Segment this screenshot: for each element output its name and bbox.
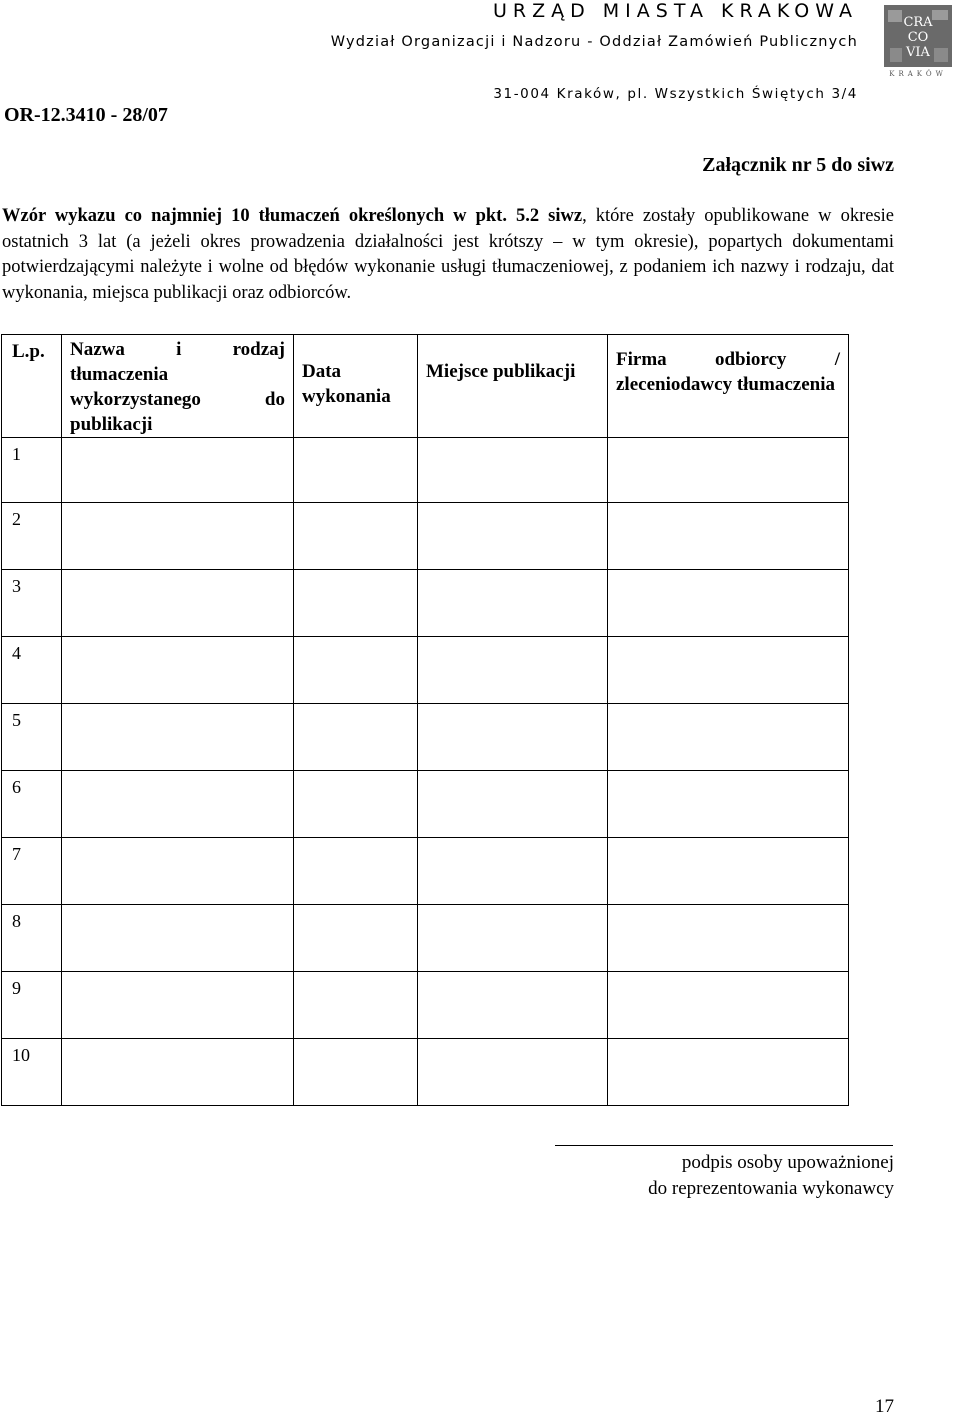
page-number: 17 <box>875 1396 894 1417</box>
cell-firma[interactable] <box>608 1039 849 1106</box>
logo-text-line: CO <box>907 30 929 45</box>
cell-nazwa[interactable] <box>62 771 294 838</box>
table-row <box>2 503 849 570</box>
department-name: Wydział Organizacji i Nadzoru - Oddział Zamówień Publicznych <box>330 34 858 50</box>
signature-caption <box>648 1150 894 1202</box>
signature-line <box>555 1145 893 1146</box>
cell-miejsce[interactable] <box>418 570 608 637</box>
header-firma: Firma odbiorcy / zleceniodawcy tłumaczenia <box>608 335 849 438</box>
cell-data[interactable] <box>294 972 418 1039</box>
reference-number: OR-12.3410 - 28/07 <box>4 104 168 126</box>
cell-miejsce[interactable] <box>418 438 608 503</box>
cell-data[interactable] <box>294 704 418 771</box>
row-number: 9 <box>2 972 62 1039</box>
table-header-row <box>2 335 849 438</box>
cell-nazwa[interactable] <box>62 1039 294 1106</box>
cell-miejsce[interactable] <box>418 637 608 704</box>
table-row <box>2 905 849 972</box>
cell-nazwa[interactable] <box>62 503 294 570</box>
table-row <box>2 637 849 704</box>
cell-miejsce[interactable] <box>418 771 608 838</box>
header-miejsce: Miejsce publikacji <box>418 335 608 438</box>
row-number: 2 <box>2 503 62 570</box>
cell-firma[interactable] <box>608 771 849 838</box>
cell-data[interactable] <box>294 771 418 838</box>
translations-table <box>1 334 849 1106</box>
cell-miejsce[interactable] <box>418 1039 608 1106</box>
table-row <box>2 972 849 1039</box>
signature-caption-line2: do reprezentowania wykonawcy <box>648 1178 894 1199</box>
intro-paragraph <box>2 204 894 306</box>
row-number: 7 <box>2 838 62 905</box>
annex-title: Załącznik nr 5 do siwz <box>702 154 894 176</box>
cell-firma[interactable] <box>608 905 849 972</box>
cell-data[interactable] <box>294 503 418 570</box>
cell-nazwa[interactable] <box>62 704 294 771</box>
table-row <box>2 570 849 637</box>
cell-firma[interactable] <box>608 838 849 905</box>
cell-nazwa[interactable] <box>62 570 294 637</box>
office-address: 31-004 Kraków, pl. Wszystkich Świętych 3/4 <box>493 86 858 102</box>
cell-firma[interactable] <box>608 972 849 1039</box>
cell-miejsce[interactable] <box>418 503 608 570</box>
cell-miejsce[interactable] <box>418 704 608 771</box>
cell-data[interactable] <box>294 570 418 637</box>
intro-bold: Wzór wykazu co najmniej 10 tłumaczeń określonych w pkt. 5.2 siwz <box>2 206 583 226</box>
cell-data[interactable] <box>294 637 418 704</box>
table-row <box>2 704 849 771</box>
cell-miejsce[interactable] <box>418 838 608 905</box>
table-row <box>2 438 849 503</box>
row-number: 1 <box>2 438 62 503</box>
logo-text-line: VIA <box>906 45 930 60</box>
cell-miejsce[interactable] <box>418 972 608 1039</box>
office-name: URZĄD MIASTA KRAKOWA <box>492 0 858 22</box>
cell-data[interactable] <box>294 1039 418 1106</box>
cell-data[interactable] <box>294 838 418 905</box>
cracovia-logo <box>882 4 954 78</box>
table-row <box>2 1039 849 1106</box>
cell-firma[interactable] <box>608 704 849 771</box>
logo-subtext: KRAKÓW <box>889 70 947 78</box>
cell-miejsce[interactable] <box>418 905 608 972</box>
header-data: Data wykonania <box>294 335 418 438</box>
intro-rest: , które zostały opublikowane w okresie ostatnich 3 lat (a jeżeli okres prowadzenia działalności jest krótszy – w tym okresie), popartych dokumentami potwierdzającymi należyte i wolne od błędów wykonanie usługi tłumaczeniowej, z podaniem ich nazwy i rodzaju, dat wykonania, miejsca publikacji oraz odbiorców. <box>2 206 894 303</box>
cell-nazwa[interactable] <box>62 637 294 704</box>
cell-nazwa[interactable] <box>62 972 294 1039</box>
header-lp: L.p. <box>2 335 62 438</box>
logo-text-line: CRA <box>903 15 933 30</box>
cell-data[interactable] <box>294 905 418 972</box>
table-row <box>2 838 849 905</box>
cell-data[interactable] <box>294 438 418 503</box>
table-row <box>2 771 849 838</box>
row-number: 4 <box>2 637 62 704</box>
signature-caption-line1: podpis osoby upoważnionej <box>681 1152 894 1173</box>
cell-firma[interactable] <box>608 637 849 704</box>
cell-firma[interactable] <box>608 570 849 637</box>
row-number: 8 <box>2 905 62 972</box>
cell-firma[interactable] <box>608 503 849 570</box>
cell-nazwa[interactable] <box>62 905 294 972</box>
row-number: 3 <box>2 570 62 637</box>
header-nazwa: Nazwa i rodzaj tłumaczenia wykorzystanego do publikacji <box>62 335 294 438</box>
cell-nazwa[interactable] <box>62 838 294 905</box>
row-number: 6 <box>2 771 62 838</box>
cell-nazwa[interactable] <box>62 438 294 503</box>
row-number: 10 <box>2 1039 62 1106</box>
cell-firma[interactable] <box>608 438 849 503</box>
row-number: 5 <box>2 704 62 771</box>
